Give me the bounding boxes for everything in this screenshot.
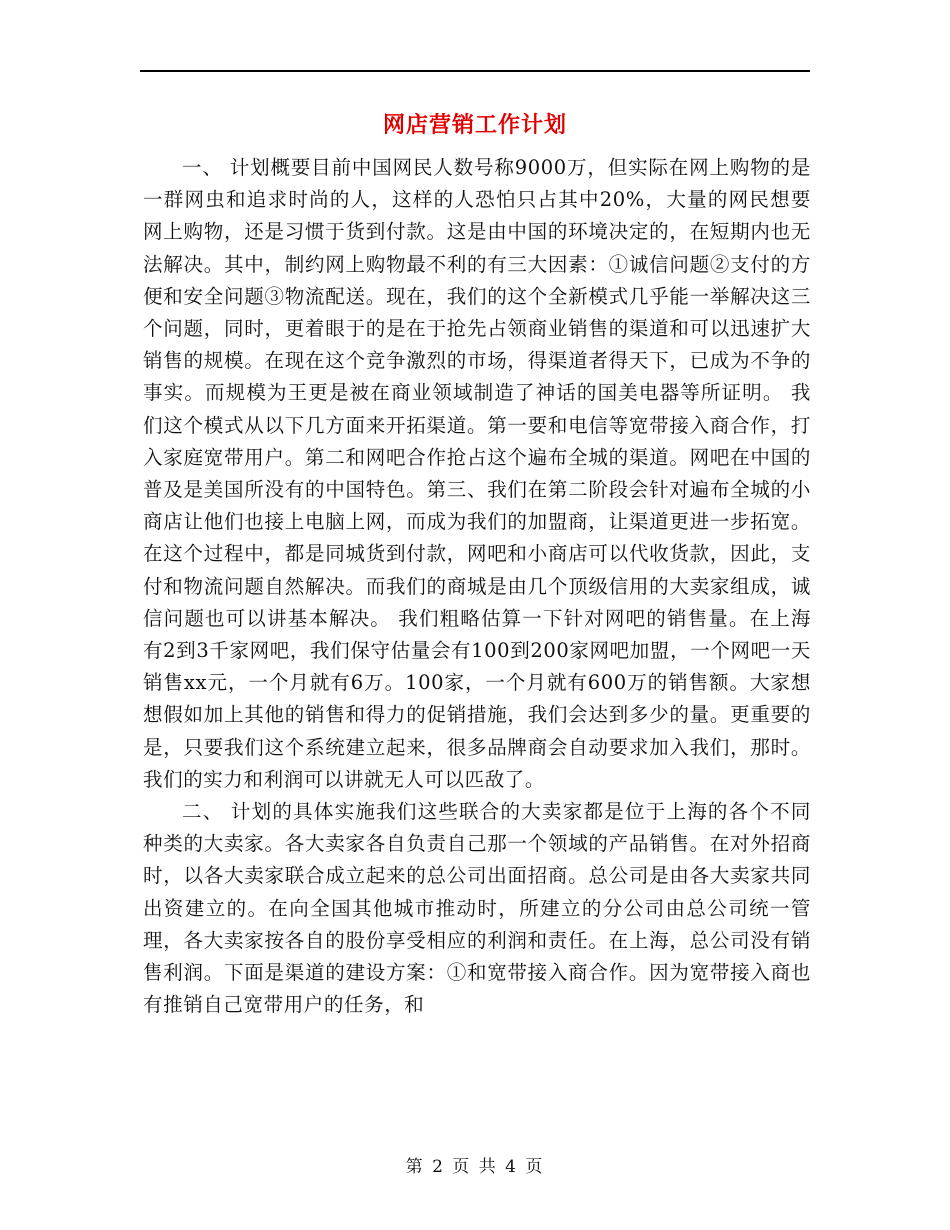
paragraph-2: 二、 计划的具体实施我们这些联合的大卖家都是位于上海的各个不同种类的大卖家。各大卖家各自负责自己那一个领域的产品销售。在对外招商时，以各大卖家联合成立起来的总公司出面招商。总公司是由各大卖家共同出资建立的。在向全国其他城市推动时，所建立的分公司由总公司统一管理，各大卖家按各自的股份享受相应的利润和责任。在上海，总公司没有销售利润。下面是渠道的建设方案：①和宽带接入商合作。因为宽带接入商也有推销自己宽带用户的任务，和 xyxy=(143,800,811,1017)
document-body xyxy=(143,152,811,1021)
paragraph-1: 一、 计划概要目前中国网民人数号称9000万，但实际在网上购物的是一群网虫和追求时尚的人，这样的人恐怕只占其中20%，大量的网民想要网上购物，还是习惯于货到付款。这是由中国的环境决定的，在短期内也无法解决。其中，制约网上购物最不利的有三大因素：①诚信问题②支付的方便和安全问题③物流配送。现在，我们的这个全新模式几乎能一举解决这三个问题，同时，更着眼于的是在于抢先占领商业销售的渠道和可以迅速扩大销售的规模。在现在这个竞争激烈的市场，得渠道者得天下，已成为不争的事实。而规模为王更是被在商业领域制造了神话的国美电器等所证明。 我们这个模式从以下几方面来开拓渠道。第一要和电信等宽带接入商合作，打入家庭宽带用户。第二和网吧合作抢占这个遍布全城的渠道。网吧在中国的普及是美国所没有的中国特色。第三、我们在第二阶段会针对遍布全城的小商店让他们也接上电脑上网，而成为我们的加盟商，让渠道更进一步拓宽。在这个过程中，都是同城货到付款，网吧和小商店可以代收货款，因此，支付和物流问题自然解决。而我们的商城是由几个顶级信用的大卖家组成，诚信问题也可以讲基本解决。 我们粗略估算一下针对网吧的销售量。在上海有2到3千家网吧，我们保守估量会有100到200家网吧加盟，一个网吧一天销售xx元，一个月就有6万。100家，一个月就有600万的销售额。大家想想假如加上其他的销售和得力的促销措施，我们会达到多少的量。更重要的是，只要我们这个系统建立起来，很多品牌商会自动要求加入我们，那时。我们的实力和利润可以讲就无人可以匹敌了。 xyxy=(143,156,811,791)
page-number: 第 2 页 共 4 页 xyxy=(405,1157,545,1177)
document-title: 网店营销工作计划 xyxy=(382,112,567,138)
header-rule xyxy=(140,70,810,72)
